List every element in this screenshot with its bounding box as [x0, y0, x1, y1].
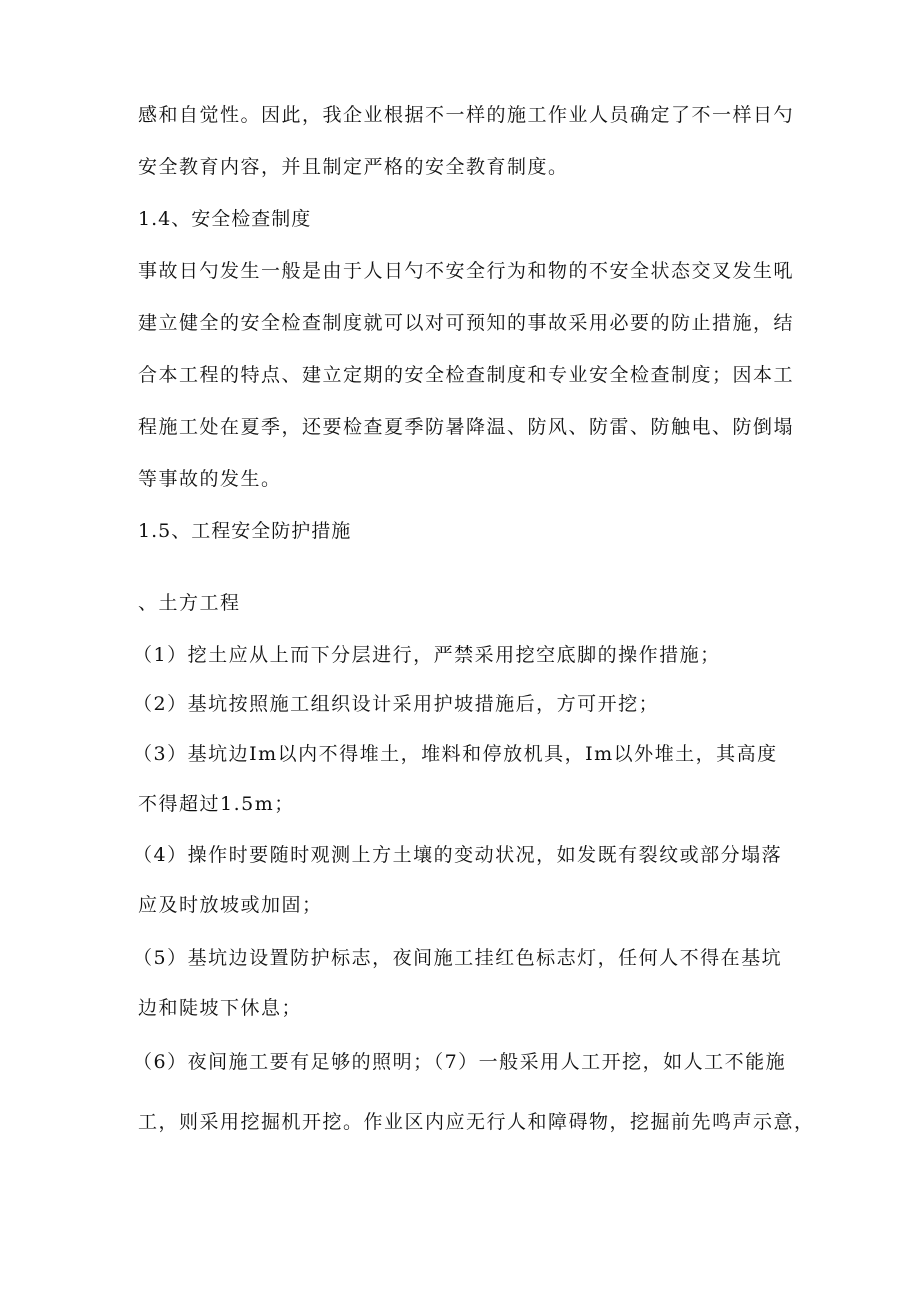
- list-item-continuation: 不得超过1.5m；: [138, 793, 295, 815]
- paragraph-line: 感和自觉性。因此，我企业根据不一样的施工作业人员确定了不一样日勺: [138, 104, 795, 126]
- paragraph-line: 等事故的发生。: [138, 468, 282, 490]
- list-item: （2）基坑按照施工组织设计采用护坡措施后，方可开挖；: [133, 693, 660, 715]
- list-item-continuation: 应及时放坡或加固；: [138, 894, 323, 916]
- section-heading-1-5: 1.5、工程安全防护措施: [138, 520, 352, 542]
- list-item: （5）基坑边设置防护标志，夜间施工挂红色标志灯，任何人不得在基坑: [133, 947, 783, 969]
- paragraph-line: 建立健全的安全检查制度就可以对可预知的事故采用必要的防止措施，结: [138, 312, 795, 334]
- list-item-continuation: 边和陡坡下休息；: [138, 997, 303, 1019]
- subsection-heading: 、土方工程: [138, 592, 241, 614]
- paragraph-line: 合本工程的特点、建立定期的安全检查制度和专业安全检查制度；因本工: [138, 364, 795, 386]
- paragraph-line: 程施工处在夏季，还要检查夏季防暑降温、防风、防雷、防触电、防倒塌: [138, 416, 795, 438]
- paragraph-line: 安全教育内容，并且制定严格的安全教育制度。: [138, 156, 569, 178]
- list-item: （1）挖土应从上而下分层进行，严禁采用挖空底脚的操作措施；: [133, 644, 721, 666]
- section-heading-1-4: 1.4、安全检查制度: [138, 208, 312, 230]
- list-item: （6）夜间施工要有足够的照明；（7）一般采用人工开挖，如人工不能施: [133, 1051, 787, 1073]
- list-item: （4）操作时要随时观测上方土壤的变动状况，如发既有裂纹或部分塌落: [133, 844, 783, 866]
- list-item: （3）基坑边Im以内不得堆土，堆料和停放机具，Im以外堆土，其高度: [133, 743, 778, 765]
- list-item-continuation: 工，则采用挖掘机开挖。作业区内应无行人和障碍物，挖掘前先鸣声示意，: [138, 1111, 815, 1133]
- paragraph-line: 事故日勺发生一般是由于人日勺不安全行为和物的不安全状态交叉发生吼: [138, 260, 795, 282]
